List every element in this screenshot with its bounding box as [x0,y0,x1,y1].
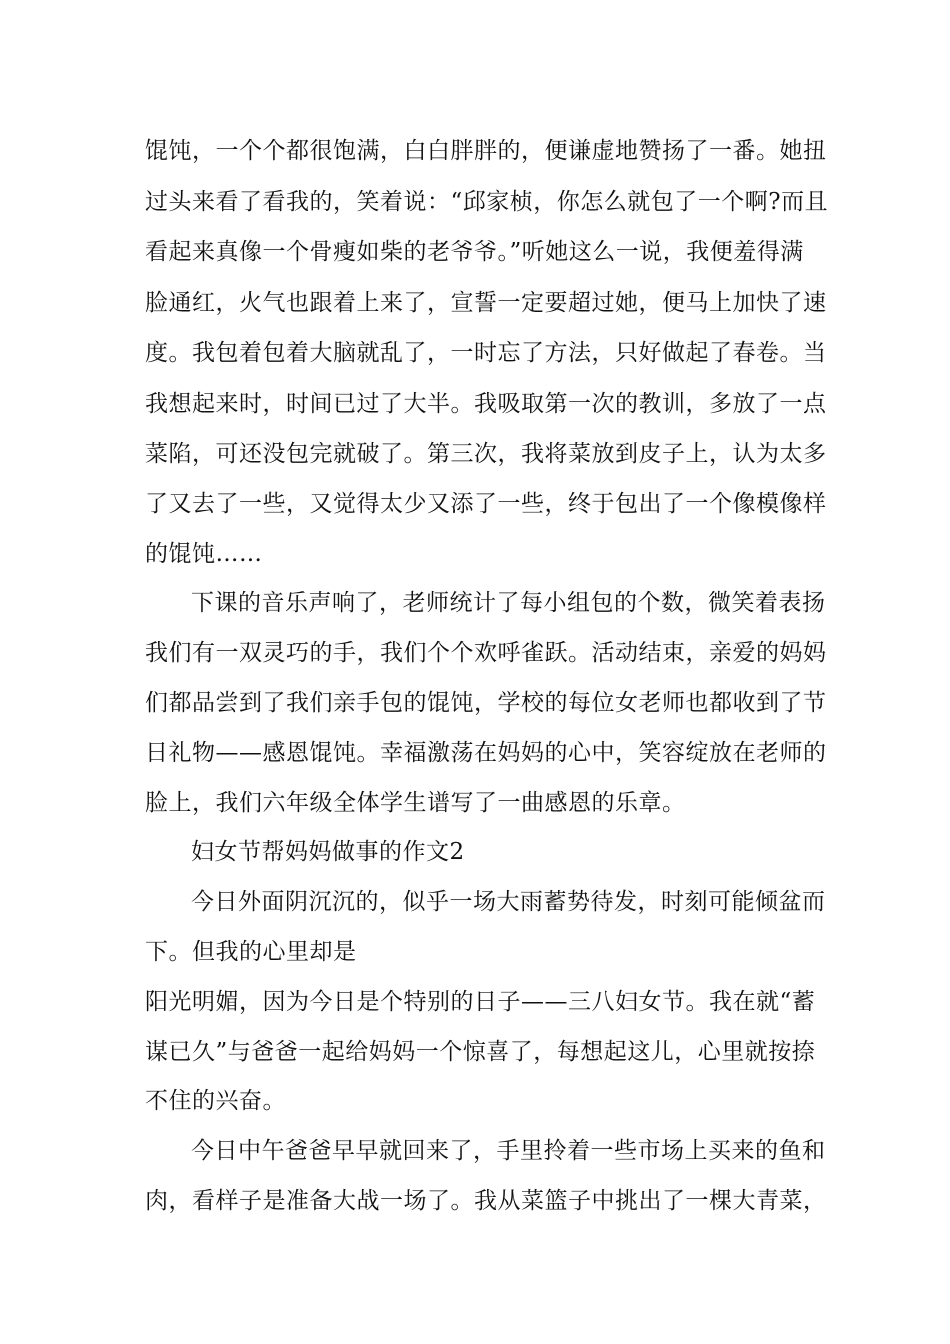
text-line: 我想起来时，时间已过了大半。我吸取第一次的教训，多放了一点 [145,391,827,417]
text-line: 谋已久”与爸爸一起给妈妈一个惊喜了，每想起这儿，心里就按捺 [145,1039,816,1065]
text-line: 度。我包着包着大脑就乱了，一时忘了方法，只好做起了春卷。当 [145,340,827,366]
text-line: 不住的兴奋。 [145,1088,286,1114]
text-line: 们都品尝到了我们亲手包的馄饨，学校的每位女老师也都收到了节 [145,690,827,716]
text-line: 的馄饨…… [145,541,263,567]
text-line: 过头来看了看我的，笑着说：“邱家桢，你怎么就包了一个啊?而且 [145,189,829,215]
text-line: 我们有一双灵巧的手，我们个个欢呼雀跃。活动结束，亲爱的妈妈 [145,640,827,666]
text-line: 日礼物——感恩馄饨。幸福激荡在妈妈的心中，笑容绽放在老师的 [145,740,827,766]
text-line: 下课的音乐声响了，老师统计了每小组包的个数，微笑着表扬 [191,590,826,616]
text-line: 今日中午爸爸早早就回来了，手里拎着一些市场上买来的鱼和 [191,1138,826,1164]
text-line: 了又去了一些，又觉得太少又添了一些，终于包出了一个像模像样 [145,491,827,517]
text-line: 肉，看样子是准备大战一场了。我从菜篮子中挑出了一棵大青菜， [145,1188,827,1214]
text-line: 菜陷，可还没包完就破了。第三次，我将菜放到皮子上，认为太多 [145,441,827,467]
text-line: 今日外面阴沉沉的，似乎一场大雨蓄势待发，时刻可能倾盆而 [191,889,826,915]
text-line: 脸上，我们六年级全体学生谱写了一曲感恩的乐章。 [145,790,686,816]
section-heading: 妇女节帮妈妈做事的作文2 [191,839,465,865]
text-line: 脸通红，火气也跟着上来了，宣誓一定要超过她，便马上加快了速 [145,290,827,316]
text-line: 阳光明媚，因为今日是个特别的日子——三八妇女节。我在就“蓄 [145,989,816,1015]
text-line: 下。但我的心里却是 [145,939,357,965]
text-line: 馄饨，一个个都很饱满，白白胖胖的，便谦虚地赞扬了一番。她扭 [145,138,827,164]
text-line: 看起来真像一个骨瘦如柴的老爷爷。”听她这么一说，我便羞得满 [145,239,804,265]
